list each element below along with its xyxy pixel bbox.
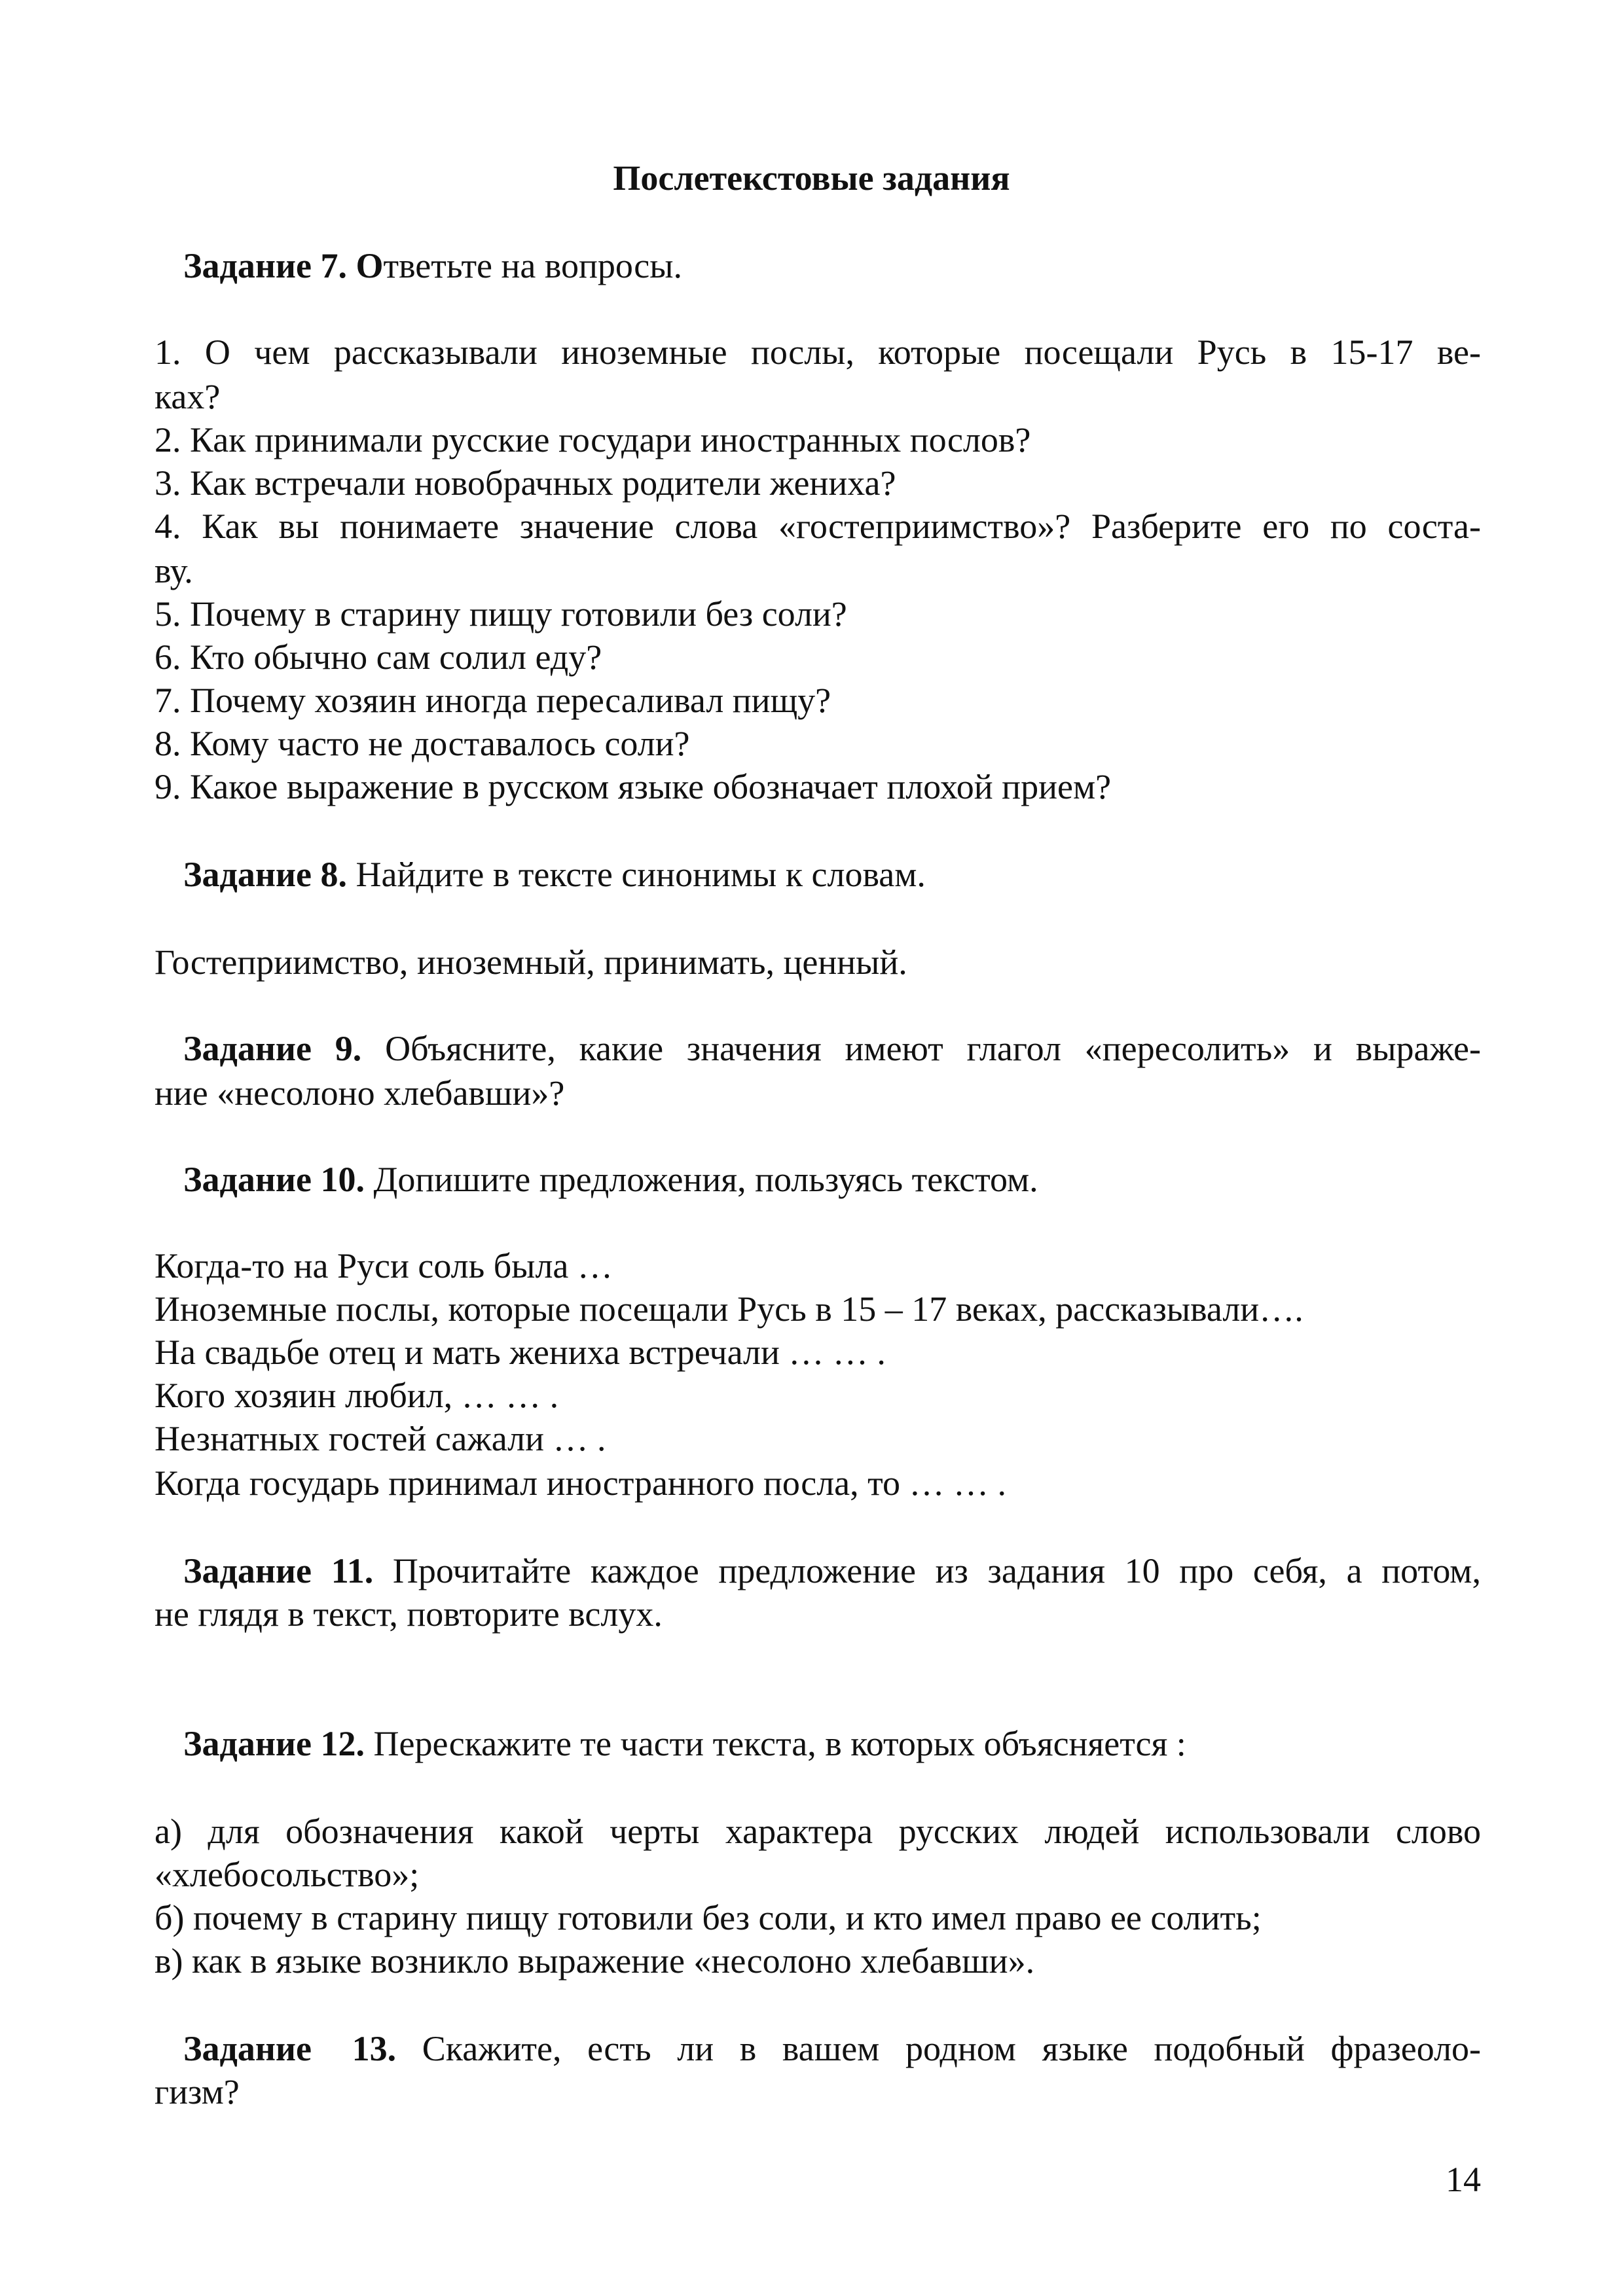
task-10-text: Допишите предложения, пользуясь текстом. bbox=[365, 1160, 1038, 1199]
task-10-sentence: Когда-то на Руси соль была … bbox=[155, 1246, 613, 1285]
task-7-question: 9. Какое выражение в русском языке обозначает плохой прием? bbox=[155, 767, 1112, 806]
task-11-text: Прочитайте каждое предложение из задания 10 про себя, а потом, bbox=[373, 1551, 1481, 1590]
task-10-sentence: Когда государь принимал иностранного посла, то … … . bbox=[155, 1463, 1007, 1503]
task-12-item: в) как в языке возникло выражение «несолоно хлебавши». bbox=[155, 1941, 1035, 1981]
task-7-question: 8. Кому часто не доставалось соли? bbox=[155, 724, 690, 763]
task-7-question-cont: ву. bbox=[155, 551, 193, 590]
task-7-question: 5. Почему в старину пищу готовили без соли? bbox=[155, 594, 847, 634]
task-7-label: Задание 7. О bbox=[183, 246, 384, 285]
task-13-text-cont: гизм? bbox=[155, 2072, 240, 2111]
task-12-label: Задание 12. bbox=[183, 1724, 365, 1763]
task-7-heading bbox=[183, 243, 682, 288]
task-7-question: 1. О чем рассказывали иноземные послы, которые посещали Русь в 15-17 ве- bbox=[155, 332, 1481, 372]
task-8-words: Гостеприимство, иноземный, принимать, ценный. bbox=[155, 942, 907, 982]
task-9-text-cont: ние «несолоно хлебавши»? bbox=[155, 1073, 565, 1113]
page-number: 14 bbox=[1446, 2160, 1481, 2199]
task-7-question: 7. Почему хозяин иногда пересаливал пищу? bbox=[155, 681, 831, 720]
task-7-question: 3. Как встречали новобрачных родители жениха? bbox=[155, 463, 896, 503]
task-7-question: 6. Кто обычно сам солил еду? bbox=[155, 637, 602, 677]
task-13-heading bbox=[183, 2026, 1481, 2071]
task-8-label: Задание 8. bbox=[183, 855, 348, 894]
task-7-question: 2. Как принимали русские государи иностранных послов? bbox=[155, 420, 1031, 459]
task-12-text: Перескажите те части текста, в которых объясняется : bbox=[365, 1724, 1186, 1763]
task-10-sentence: Кого хозяин любил, … … . bbox=[155, 1376, 559, 1415]
task-9-label: Задание 9. bbox=[183, 1029, 362, 1068]
task-12-item: б) почему в старину пищу готовили без соли, и кто имел право ее солить; bbox=[155, 1898, 1262, 1937]
page-title: Послетекстовые задания bbox=[613, 158, 1010, 198]
task-7-question: 4. Как вы понимаете значение слова «гостеприимство»? Разберите его по соста- bbox=[155, 507, 1481, 546]
task-8-text: Найдите в тексте синонимы к словам. bbox=[347, 855, 926, 894]
task-9-text: Объясните, какие значения имеют глагол «пересолить» и выраже- bbox=[361, 1029, 1482, 1068]
task-11-label: Задание 11. bbox=[183, 1551, 374, 1590]
task-12-item-cont: «хлебосольство»; bbox=[155, 1855, 420, 1894]
task-12-item: а) для обозначения какой черты характера русских людей использовали слово bbox=[155, 1812, 1481, 1851]
task-10-sentence: Иноземные послы, которые посещали Русь в 15 – 17 веках, рассказывали…. bbox=[155, 1289, 1304, 1329]
task-8-heading bbox=[183, 852, 926, 897]
task-13-label: Задание 13. bbox=[183, 2029, 397, 2068]
task-9-heading bbox=[183, 1026, 1481, 1071]
task-12-heading bbox=[183, 1721, 1186, 1766]
task-7-text: тветьте на вопросы. bbox=[383, 246, 682, 285]
task-7-question-cont: ках? bbox=[155, 377, 221, 416]
task-11-text-cont: не глядя в текст, повторите вслух. bbox=[155, 1594, 663, 1634]
task-10-sentence: На свадьбе отец и мать жениха встречали … … . bbox=[155, 1333, 886, 1372]
task-10-label: Задание 10. bbox=[183, 1160, 365, 1199]
task-11-heading bbox=[183, 1549, 1481, 1593]
task-10-sentence: Незнатных гостей сажали … . bbox=[155, 1419, 606, 1458]
task-10-heading bbox=[183, 1157, 1038, 1202]
task-13-text: Скажите, есть ли в вашем родном языке подобный фразеоло- bbox=[396, 2029, 1481, 2068]
